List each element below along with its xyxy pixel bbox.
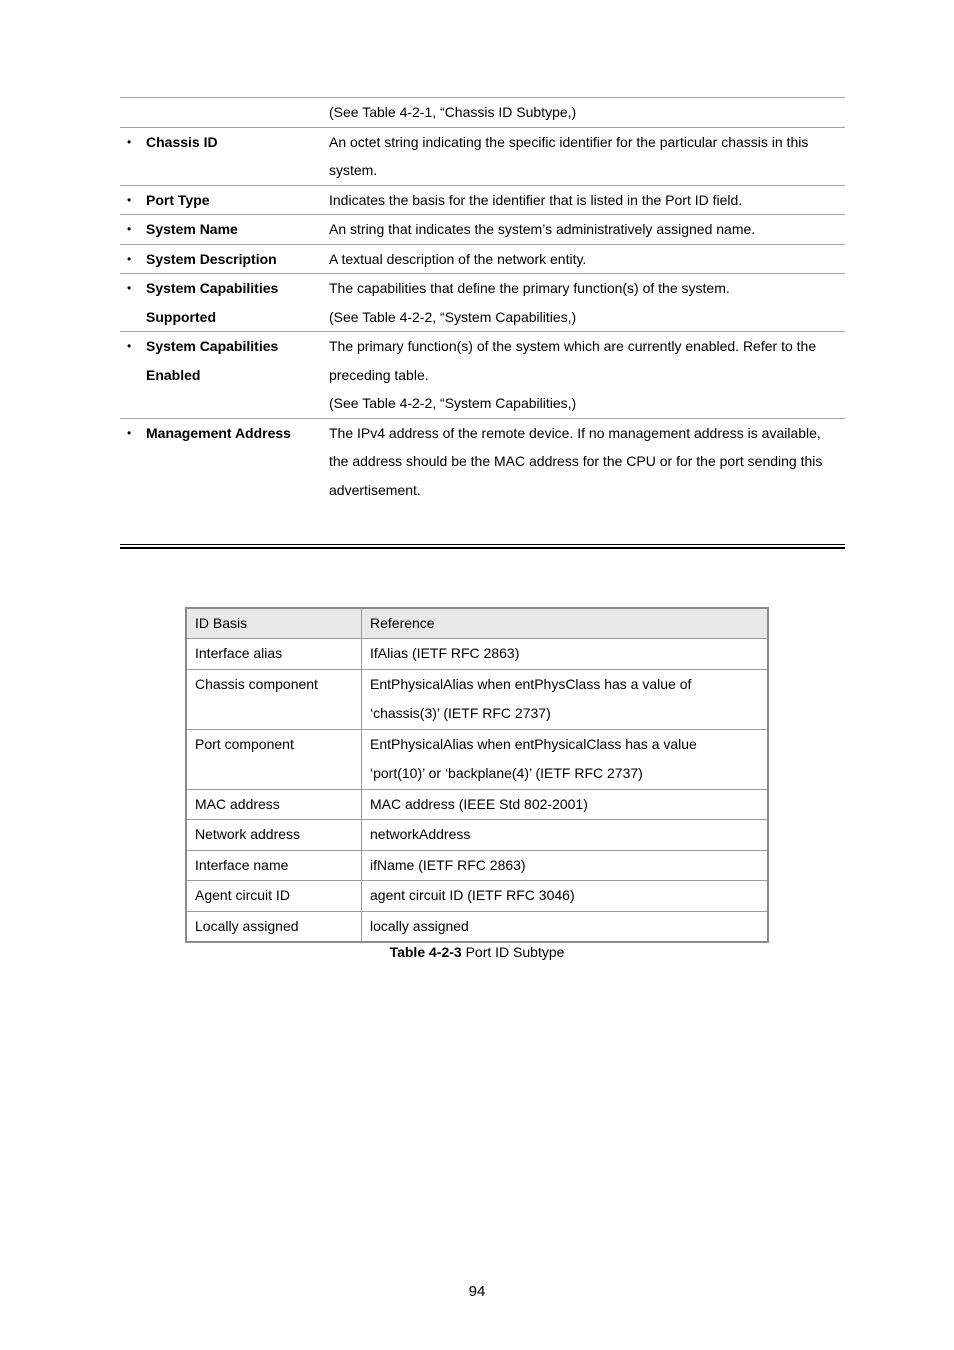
description-line: (See Table 4-2-2, “System Capabilities,) xyxy=(329,308,577,325)
table-row xyxy=(186,850,768,881)
term-label: Port Type xyxy=(146,191,210,208)
description-line: An octet string indicating the specific identifier for the particular chassis in this xyxy=(329,133,809,150)
term-line: System Capabilities xyxy=(146,280,279,296)
bullet-icon: • xyxy=(127,251,132,266)
term-cell xyxy=(120,274,329,332)
description-cell xyxy=(329,244,845,274)
description-cell xyxy=(329,274,845,332)
description-line: system. xyxy=(329,162,378,178)
table-row xyxy=(186,789,768,820)
id-basis-cell: Interface alias xyxy=(186,639,362,670)
reference-cell xyxy=(362,911,769,942)
bullet-icon: • xyxy=(127,339,132,353)
description-line: Indicates the basis for the identifier that is listed in the Port ID field. xyxy=(329,191,743,208)
description-line: A textual description of the network entity. xyxy=(329,250,587,267)
table-end-double-rule xyxy=(120,544,845,549)
table-row xyxy=(186,639,768,670)
description-line: An string that indicates the system’s administratively assigned name. xyxy=(329,221,756,237)
bullet-icon: • xyxy=(127,281,132,295)
reference-cell xyxy=(362,881,769,912)
page-number: 94 xyxy=(468,1283,486,1300)
table-row xyxy=(186,729,768,789)
description-cell xyxy=(329,332,845,419)
reference-cell xyxy=(362,850,769,881)
description-cell xyxy=(329,185,845,215)
description-line: (See Table 4-2-2, “System Capabilities,) xyxy=(329,395,577,411)
table-row xyxy=(186,669,768,729)
description-cell xyxy=(329,98,845,128)
description-line: The primary function(s) of the system which are currently enabled. Refer to the xyxy=(329,338,817,354)
term-label: System Name xyxy=(146,221,238,237)
description-line: (See Table 4-2-1, “Chassis ID Subtype,) xyxy=(329,104,577,120)
term-cell xyxy=(120,185,329,215)
description-line: The capabilities that define the primary function(s) of the system. xyxy=(329,280,730,296)
caption-label: Table 4-2-3 xyxy=(389,944,462,960)
table-row xyxy=(120,98,845,128)
table-row xyxy=(186,911,768,942)
term-cell xyxy=(120,215,329,245)
term-cell xyxy=(120,98,329,128)
reference-cell xyxy=(362,729,769,789)
reference-line: MAC address (IEEE Std 802-2001) xyxy=(370,795,588,812)
reference-line: EntPhysicalAlias when entPhysClass has a value of xyxy=(370,675,692,692)
term-label xyxy=(146,274,316,331)
description-cell xyxy=(329,215,845,245)
description-line: advertisement. xyxy=(329,481,421,498)
table-row xyxy=(120,215,845,245)
id-basis-cell: MAC address xyxy=(186,789,362,820)
description-cell xyxy=(329,127,845,185)
id-basis-cell: Interface name xyxy=(186,850,362,881)
bullet-icon: • xyxy=(127,134,132,149)
reference-line: ‘chassis(3)’ (IETF RFC 2737) xyxy=(370,705,551,721)
column-header-reference: Reference xyxy=(362,608,769,639)
reference-line: agent circuit ID (IETF RFC 3046) xyxy=(370,887,575,903)
reference-cell xyxy=(362,789,769,820)
term-cell xyxy=(120,127,329,185)
table-row xyxy=(186,820,768,851)
table-row xyxy=(120,185,845,215)
reference-cell xyxy=(362,669,769,729)
description-line: preceding table. xyxy=(329,366,429,383)
table-row xyxy=(120,274,845,332)
term-label: Chassis ID xyxy=(146,133,218,150)
reference-line: ‘port(10)’ or ‘backplane(4)’ (IETF RFC 2737) xyxy=(370,765,643,781)
id-basis-cell: Locally assigned xyxy=(186,911,362,942)
column-header-id-basis: ID Basis xyxy=(186,608,362,639)
description-line: The IPv4 address of the remote device. If no management address is available, xyxy=(329,424,821,441)
term-line: Enabled xyxy=(146,366,201,383)
reference-cell xyxy=(362,639,769,670)
id-basis-cell: Agent circuit ID xyxy=(186,881,362,912)
reference-line: EntPhysicalAlias when entPhysicalClass has a value xyxy=(370,735,697,752)
table-row xyxy=(120,244,845,274)
id-basis-cell: Port component xyxy=(186,729,362,789)
caption-text: Port ID Subtype xyxy=(461,944,565,960)
description-line: the address should be the MAC address for the CPU or for the port sending this xyxy=(329,453,823,469)
table-row xyxy=(120,332,845,419)
bullet-icon: • xyxy=(127,192,132,207)
term-cell xyxy=(120,418,329,504)
table-row xyxy=(186,881,768,912)
term-cell xyxy=(120,332,329,419)
reference-cell xyxy=(362,820,769,851)
reference-line: ifName (IETF RFC 2863) xyxy=(370,856,526,873)
table-row xyxy=(120,127,845,185)
id-basis-cell: Network address xyxy=(186,820,362,851)
reference-line: locally assigned xyxy=(370,917,469,934)
bullet-icon: • xyxy=(127,425,132,440)
reference-line: IfAlias (IETF RFC 2863) xyxy=(370,645,520,661)
term-label: System Description xyxy=(146,250,277,267)
id-basis-cell: Chassis component xyxy=(186,669,362,729)
reference-line: networkAddress xyxy=(370,826,471,842)
table-header-row xyxy=(186,608,768,639)
port-id-subtype-table xyxy=(185,607,769,943)
term-line: System Capabilities xyxy=(146,338,279,354)
term-line: Supported xyxy=(146,308,216,325)
table-caption xyxy=(0,944,954,960)
table-row xyxy=(120,418,845,504)
term-cell xyxy=(120,244,329,274)
description-cell xyxy=(329,418,845,504)
term-label xyxy=(146,332,316,389)
bullet-icon: • xyxy=(127,222,132,236)
term-label: Management Address xyxy=(146,424,291,441)
field-description-table xyxy=(120,97,845,504)
